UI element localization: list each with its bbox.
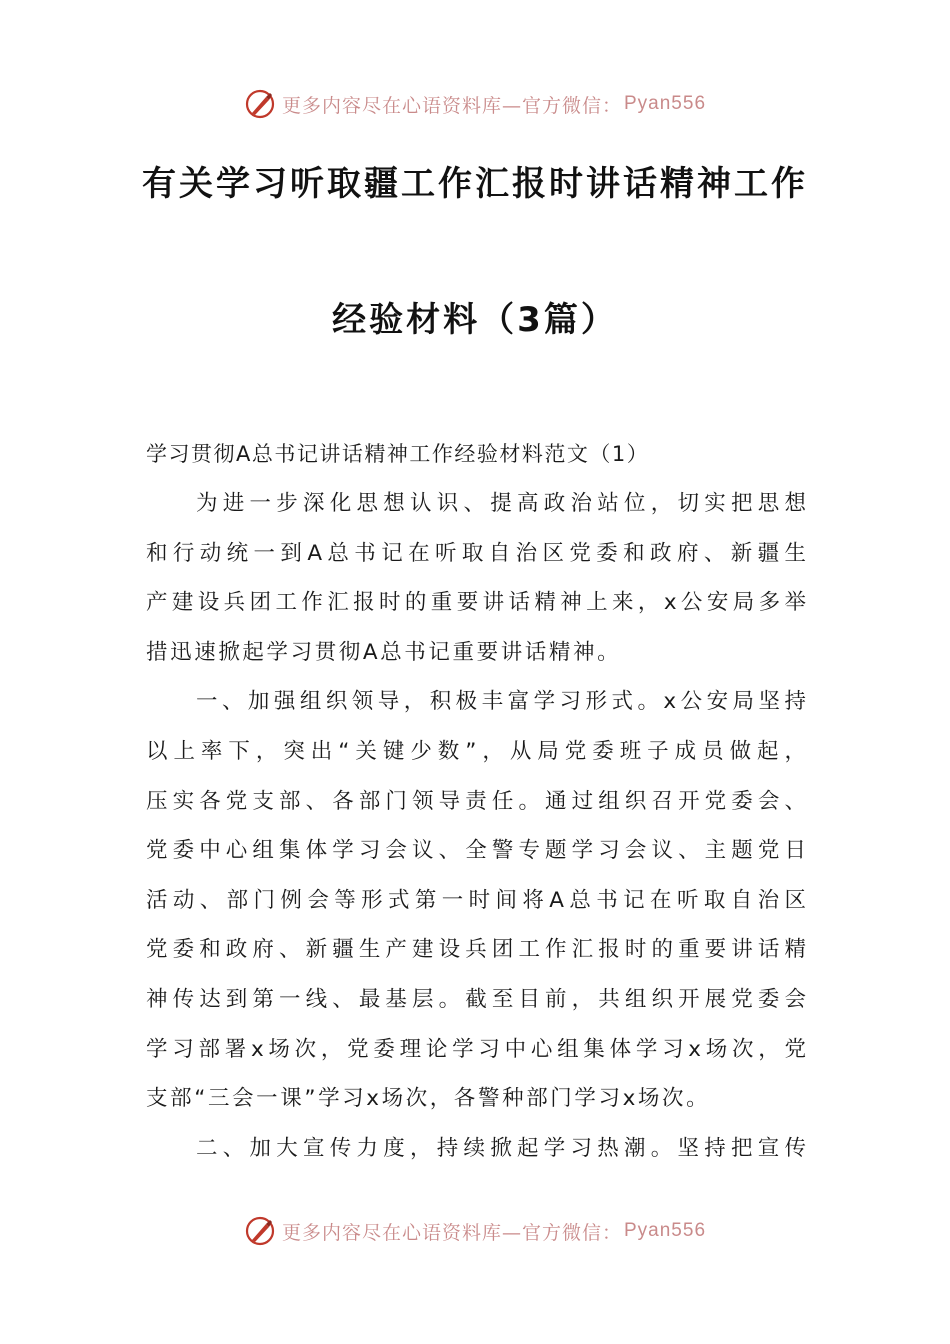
- watermark-text: 更多内容尽在心语资料库—官方微信：: [281, 94, 622, 117]
- document-title-line-1: 有关学习听取疆工作汇报时讲话精神工作: [142, 164, 808, 204]
- body-line: 措迅速掀起学习贯彻A总书记重要讲话精神。: [146, 639, 622, 665]
- header-watermark: [0, 84, 950, 124]
- watermark-wechat-id: Pyan556: [624, 93, 707, 114]
- footer-watermark: [0, 1211, 950, 1251]
- body-paragraphs: [146, 479, 806, 1173]
- body-line: 活动、部门例会等形式第一时间将A总书记在听取自治区: [146, 887, 806, 913]
- body-line: 以上率下，突出“关键少数”，从局党委班子成员做起，: [146, 738, 806, 764]
- pen-logo-icon: [244, 88, 276, 120]
- body-line: 二、加大宣传力度，持续掀起学习热潮。坚持把宣传: [196, 1135, 806, 1161]
- body-line: 压实各党支部、各部门领导责任。通过组织召开党委会、: [146, 788, 806, 814]
- body-line: 党委和政府、新疆生产建设兵团工作汇报时的重要讲话精: [146, 937, 806, 963]
- body-line: 和行动统一到A总书记在听取自治区党委和政府、新疆生: [146, 540, 806, 566]
- body-line: 产建设兵团工作汇报时的重要讲话精神上来，x公安局多举: [146, 590, 806, 616]
- document-title-line-2: 经验材料（3篇）: [332, 300, 618, 340]
- body-line: 学习部署x场次，党委理论学习中心组集体学习x场次，党: [146, 1036, 806, 1062]
- body-line: 一、加强组织领导，积极丰富学习形式。x公安局坚持: [196, 689, 806, 715]
- body-line: 神传达到第一线、最基层。截至目前，共组织开展党委会: [146, 986, 806, 1012]
- watermark-wechat-id: Pyan556: [624, 1220, 707, 1241]
- section-subheading: 学习贯彻A总书记讲话精神工作经验材料范文（1）: [146, 442, 650, 466]
- body-line: 为进一步深化思想认识、提高政治站位，切实把思想: [196, 491, 806, 516]
- pen-logo-icon: [244, 1215, 276, 1247]
- watermark-text: 更多内容尽在心语资料库—官方微信：: [281, 1221, 622, 1244]
- body-line: 党委中心组集体学习会议、全警专题学习会议、主题党日: [146, 838, 806, 864]
- body-line: 支部“三会一课”学习x场次，各警种部门学习x场次。: [146, 1086, 711, 1112]
